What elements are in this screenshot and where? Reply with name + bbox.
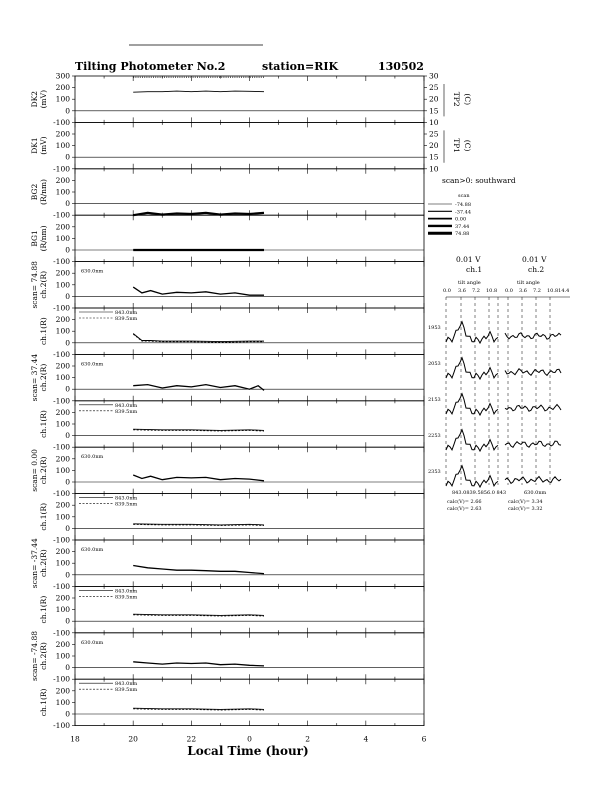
- ch1-scale-label: 0.01 V: [456, 255, 481, 264]
- panel: [39, 586, 424, 637]
- panel: [30, 535, 424, 591]
- ch2-scan-curve: [505, 477, 561, 484]
- panel: [39, 679, 424, 730]
- right-unit-label: (C): [463, 139, 472, 152]
- x-tick-label: 0: [247, 734, 252, 744]
- y-tick-label: 100: [55, 651, 70, 661]
- panel-stack: [30, 72, 472, 731]
- series-line: [133, 91, 264, 92]
- scan-time-label: 2253: [428, 433, 441, 439]
- legend-solid-label: 843.0nm: [115, 681, 138, 688]
- right-tick-label: 30: [429, 71, 439, 81]
- panel: [30, 215, 424, 266]
- y-tick-label: 100: [55, 280, 70, 290]
- panel-label: scan= 0.00: [30, 449, 39, 492]
- y-tick-label: 0: [65, 523, 70, 533]
- y-tick-label: 100: [55, 141, 70, 151]
- y-tick-label: 200: [55, 129, 70, 139]
- scan-legend-value: -74.88: [455, 202, 472, 208]
- ch1-scan-curve: [446, 358, 498, 379]
- panel-wavelength-label: 630.0nm: [81, 639, 104, 646]
- panel-label: scan= -74.88: [30, 630, 39, 682]
- x-axis: [70, 735, 426, 744]
- panel-frame: [75, 354, 424, 400]
- tilt-tick-label: 0.0: [505, 288, 513, 294]
- y-tick-label: -100: [53, 349, 70, 359]
- ch2-scan-curve: [505, 369, 561, 376]
- panel: [30, 122, 472, 173]
- y-tick-label: 0: [65, 477, 70, 487]
- y-tick-label: 0: [65, 663, 70, 673]
- tilt-tick-label: 7.2: [533, 288, 541, 294]
- y-tick-label: 200: [55, 500, 70, 510]
- legend-solid-label: 843.0nm: [115, 495, 138, 502]
- y-tick-label: -100: [53, 257, 70, 267]
- panel: [30, 261, 424, 313]
- legend-dashed-label: 839.5nm: [115, 408, 138, 415]
- y-tick-label: 200: [55, 593, 70, 603]
- panel-unit-label: ch.2(R): [39, 456, 48, 485]
- legend-dashed-label: 839.5nm: [115, 501, 138, 508]
- series-line: [133, 708, 264, 709]
- panel-frame: [75, 540, 424, 586]
- legend-dashed-label: 839.5nm: [115, 594, 138, 601]
- y-tick-label: 0: [65, 570, 70, 580]
- y-tick-label: 200: [55, 268, 70, 278]
- panel-wavelength-label: 630.0nm: [81, 268, 104, 275]
- x-axis-label: Local Time (hour): [187, 744, 309, 758]
- y-tick-label: -100: [53, 210, 70, 220]
- y-tick-label: 0: [65, 431, 70, 441]
- scan-legend-value: -37.44: [455, 209, 472, 216]
- scan-time-label: 2353: [428, 469, 441, 475]
- series-line: [133, 475, 264, 481]
- tilt-tick-label: 0.0: [443, 288, 451, 294]
- right-tick-label: 25: [429, 129, 439, 139]
- y-tick-label: 200: [55, 315, 70, 325]
- panel-label: BG1: [30, 230, 39, 247]
- y-tick-label: -100: [53, 303, 70, 313]
- right-tick-label: 10: [429, 164, 439, 174]
- ch2-wave-label: 630.0nm: [524, 490, 547, 496]
- ch2-scan-curve: [505, 441, 561, 447]
- panel: [30, 169, 424, 220]
- ch1-label: ch.1: [466, 265, 483, 274]
- panel-label: scan= 37.44: [30, 353, 39, 402]
- y-tick-label: 0: [65, 384, 70, 394]
- y-tick-label: 100: [55, 419, 70, 429]
- right-unit-label: (C): [463, 93, 472, 105]
- scan-legend-value: 0.00: [455, 216, 467, 223]
- date-label: 130502: [378, 60, 424, 73]
- y-tick-label: 0: [65, 616, 70, 626]
- scan-time-label: 2153: [428, 397, 441, 403]
- legend-dashed-label: 839.5nm: [115, 687, 138, 694]
- ch1-scan-curve: [446, 430, 498, 451]
- tilt-tick-label: 10.814.4: [547, 288, 570, 294]
- ch1-scan-curve: [446, 322, 498, 343]
- y-tick-label: 200: [55, 361, 70, 371]
- y-tick-label: 0: [65, 152, 70, 162]
- y-tick-label: 100: [55, 512, 70, 522]
- panel-wavelength-label: 630.0nm: [81, 547, 104, 553]
- panel-unit-label: ch.1(R): [39, 688, 48, 717]
- right-tick-label: 15: [429, 106, 439, 116]
- side-panel: [428, 176, 570, 512]
- y-tick-label: -100: [53, 721, 70, 731]
- x-tick-label: 18: [70, 734, 80, 744]
- tilt-tick-label: 3.6: [458, 288, 466, 294]
- y-tick-label: -100: [53, 396, 70, 406]
- legend-dashed-label: 839.5nm: [115, 316, 138, 322]
- y-tick-label: -100: [53, 535, 70, 545]
- panel-wavelength-label: 630.0nm: [81, 454, 104, 461]
- panel-unit-label: ch.2(R): [39, 549, 48, 578]
- chart-title: Tilting Photometer No.2: [75, 60, 226, 73]
- panel-frame: [75, 76, 424, 122]
- panel-frame: [75, 262, 424, 308]
- scan-time-label: 2053: [428, 361, 441, 367]
- y-tick-label: -100: [53, 628, 70, 638]
- y-tick-label: 0: [65, 338, 70, 348]
- panel: [39, 308, 424, 359]
- right-tick-label: 20: [429, 94, 439, 104]
- series-line: [133, 429, 264, 430]
- y-tick-label: 100: [55, 697, 70, 707]
- y-tick-label: 100: [55, 94, 70, 104]
- y-tick-label: 100: [55, 373, 70, 383]
- panel: [30, 354, 424, 406]
- panel-unit-label: (R/nm): [39, 225, 48, 252]
- series-line: [133, 287, 264, 295]
- panel-frame: [75, 169, 424, 215]
- right-label: TP1: [452, 138, 461, 154]
- panel-frame: [75, 215, 424, 261]
- panel-unit-label: (R/nm): [39, 179, 48, 205]
- panel: [30, 631, 424, 684]
- panel-label: BG2: [30, 183, 39, 201]
- tilt-tick-label: 7.2: [472, 288, 480, 294]
- ch2-tilt-label: tilt angle: [517, 280, 540, 286]
- y-tick-label: -100: [53, 489, 70, 499]
- panel-unit-label: (mV): [39, 90, 48, 109]
- ch1-wave-labels: 843.0839.5856.0 843: [452, 490, 507, 496]
- ch2-scale-label: 0.01 V: [522, 255, 547, 264]
- panel-unit-label: ch.2(R): [39, 642, 48, 670]
- scan-time-label: 1953: [428, 325, 441, 331]
- series-line: [133, 385, 264, 391]
- panel-unit-label: ch.2(R): [39, 270, 48, 299]
- y-tick-label: 200: [55, 83, 70, 93]
- panel: [39, 401, 424, 452]
- x-tick-label: 20: [128, 734, 138, 744]
- series-line: [133, 662, 264, 666]
- legend-solid-label: 843.0nm: [115, 588, 138, 595]
- ch2-label: ch.2: [528, 265, 545, 274]
- right-tick-label: 15: [429, 152, 439, 162]
- panel-frame: [75, 447, 424, 493]
- tilt-scan-plots: [428, 322, 561, 487]
- ch2-calc-b: calc(V)= 3.32: [508, 506, 543, 512]
- series-line: [133, 334, 264, 342]
- panel-unit-label: ch.1(R): [39, 410, 48, 438]
- panel-label: scan= -37.44: [30, 538, 39, 589]
- legend-solid-label: 843.0nm: [115, 402, 138, 409]
- x-tick-label: 2: [305, 734, 311, 744]
- x-tick-label: 4: [363, 734, 369, 744]
- y-tick-label: 0: [65, 199, 70, 209]
- y-tick-label: -100: [53, 164, 70, 174]
- ch2-scan-curve: [505, 333, 561, 339]
- panel-unit-label: ch.1(R): [39, 502, 48, 531]
- panel-unit-label: ch.2(R): [39, 363, 48, 392]
- panel-unit-label: ch.1(R): [39, 317, 48, 346]
- panel: [30, 72, 472, 127]
- y-tick-label: 200: [55, 454, 70, 464]
- legend-solid-label: 843.0nm: [115, 310, 138, 316]
- ch1-scan-curve: [446, 394, 498, 415]
- y-tick-label: 100: [55, 233, 70, 243]
- y-tick-label: 100: [55, 187, 70, 197]
- right-tick-label: 10: [429, 117, 439, 127]
- ch2-calc-a: calc(V)= 3.34: [508, 499, 543, 505]
- panel-unit-label: ch.1(R): [39, 595, 48, 624]
- y-tick-label: -100: [53, 674, 70, 684]
- scan-legend: [428, 202, 471, 237]
- panel-frame: [75, 633, 424, 679]
- panel: [39, 494, 424, 545]
- panel: [30, 447, 424, 498]
- y-tick-label: -100: [53, 581, 70, 591]
- ch1-tilt-label: tilt angle: [458, 280, 481, 286]
- y-tick-label: 100: [55, 605, 70, 615]
- series-line: [133, 524, 264, 525]
- ch2-scan-curve: [505, 405, 561, 412]
- ch1-calc-b: calc(V)= 2.63: [447, 506, 482, 512]
- panel-unit-label: (mV): [39, 136, 48, 155]
- series-line: [133, 566, 264, 574]
- y-tick-label: 0: [65, 709, 70, 719]
- ch1-scan-curve: [446, 466, 498, 487]
- y-tick-label: 200: [55, 639, 70, 649]
- right-tick-label: 20: [429, 141, 439, 151]
- ch1-calc-a: calc(V)= 2.66: [447, 499, 482, 505]
- y-tick-label: 200: [55, 686, 70, 696]
- y-tick-label: 300: [55, 71, 70, 81]
- panel-label: DK1: [30, 137, 39, 154]
- x-tick-label: 22: [186, 734, 197, 744]
- scan-legend-value: 37.44: [455, 223, 470, 230]
- right-label: TP2: [452, 91, 461, 107]
- tilt-tick-label: 10.8: [486, 288, 498, 294]
- y-tick-label: 200: [55, 222, 70, 232]
- tilt-tick-label: 3.6: [519, 288, 527, 294]
- x-tick-label: 6: [421, 734, 427, 744]
- y-tick-label: 100: [55, 465, 70, 475]
- y-tick-label: -100: [53, 117, 70, 127]
- scan-direction-note: scan>0: southward: [442, 176, 516, 185]
- station-label: station=RIK: [262, 60, 339, 73]
- y-tick-label: 100: [55, 326, 70, 336]
- y-tick-label: 0: [65, 245, 70, 255]
- series-line: [133, 614, 264, 615]
- tilt-ticks: [443, 288, 570, 485]
- y-tick-label: 200: [55, 547, 70, 557]
- y-tick-label: 0: [65, 291, 70, 301]
- panel-label: DK2: [30, 91, 39, 108]
- scan-legend-value: 74.88: [455, 231, 470, 238]
- scan-legend-title: scan: [458, 193, 470, 199]
- y-tick-label: 200: [55, 175, 70, 185]
- panel-label: scan= 74.88: [30, 261, 39, 309]
- panel-frame: [75, 122, 424, 168]
- y-tick-label: 0: [65, 106, 70, 116]
- y-tick-label: 100: [55, 558, 70, 568]
- right-tick-label: 25: [429, 83, 439, 93]
- panel-wavelength-label: 630.0nm: [81, 361, 104, 368]
- y-tick-label: 200: [55, 407, 70, 417]
- y-tick-label: -100: [53, 442, 70, 452]
